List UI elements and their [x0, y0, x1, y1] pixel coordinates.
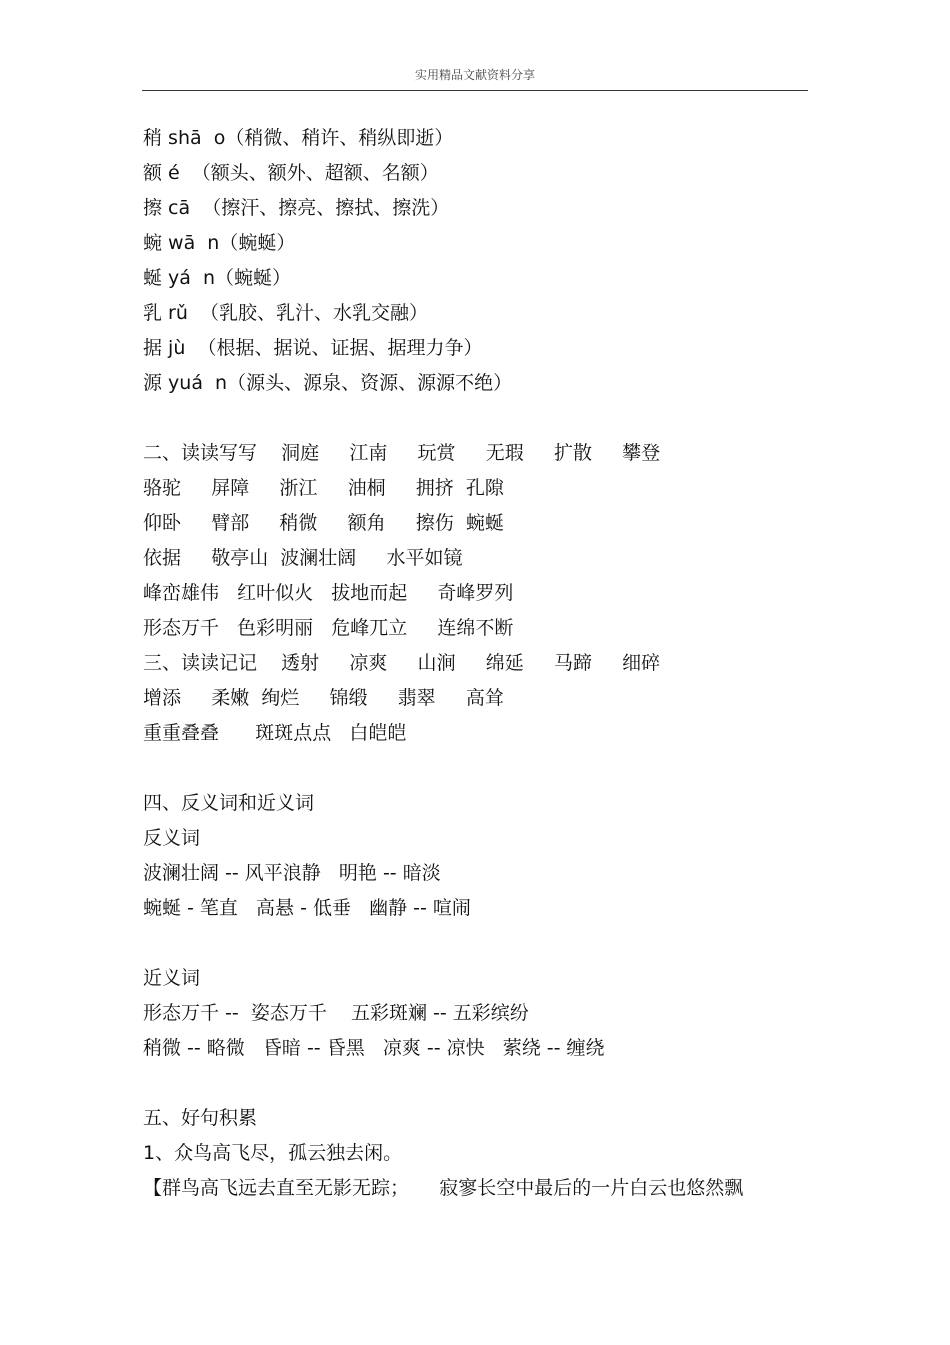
text-line: 形态万千 色彩明丽 危峰兀立 连绵不断 [143, 617, 514, 639]
text-line: 稍 shā o（稍微、稍许、稍纵即逝） [143, 127, 454, 149]
text-line: 波澜壮阔 -- 风平浪静 明艳 -- 暗淡 [143, 862, 441, 884]
page-header: 实用精品文献资料分享 [414, 68, 535, 82]
header-rule [142, 90, 808, 91]
subheading: 反义词 [143, 827, 201, 849]
text-line: 据 jù （根据、据说、证据、据理力争） [143, 337, 483, 359]
text-line: 擦 cā （擦汗、擦亮、擦拭、擦洗） [143, 197, 450, 219]
text-line: 蜿蜒 - 笔直 高悬 - 低垂 幽静 -- 喧闹 [143, 897, 471, 919]
text-line: 乳 rǔ （乳胶、乳汁、水乳交融） [143, 302, 428, 324]
text-line: 稍微 -- 略微 昏暗 -- 昏黑 凉爽 -- 凉快 萦绕 -- 缠绕 [143, 1037, 605, 1059]
blank-line [143, 1066, 823, 1101]
blank-line [143, 401, 823, 436]
text-line: 依据 敬亭山 波澜壮阔 水平如镜 [143, 547, 463, 569]
subheading: 近义词 [143, 967, 201, 989]
text-line: 1、众鸟高飞尽，孤云独去闲。 [143, 1142, 403, 1164]
text-line: 增添 柔嫩 绚烂 锦缎 翡翠 高耸 [143, 687, 504, 709]
document-body [143, 121, 823, 1206]
text-line: 峰峦雄伟 红叶似火 拔地而起 奇峰罗列 [143, 582, 514, 604]
text-line: 额 é （额头、额外、超额、名额） [143, 162, 439, 184]
text-line: 重重叠叠 斑斑点点 白皑皑 [143, 722, 407, 744]
text-line: 蜒 yá n（蜿蜒） [143, 267, 292, 289]
section-heading: 三、读读记记 透射 凉爽 山涧 绵延 马蹄 细碎 [143, 652, 661, 674]
blank-line [143, 751, 823, 786]
blank-line [143, 926, 823, 961]
text-line: 蜿 wā n（蜿蜒） [143, 232, 296, 254]
text-line: 仰卧 臂部 稍微 额角 擦伤 蜿蜒 [143, 512, 504, 534]
text-line: 源 yuá n（源头、源泉、资源、源源不绝） [143, 372, 513, 394]
section-heading: 四、反义词和近义词 [143, 792, 315, 814]
text-line: 形态万千 -- 姿态万千 五彩斑斓 -- 五彩缤纷 [143, 1002, 529, 1024]
section-heading: 五、好句积累 [143, 1107, 258, 1129]
section-heading: 二、读读写写 洞庭 江南 玩赏 无瑕 扩散 攀登 [143, 442, 661, 464]
text-line: 【群鸟高飞远去直至无影无踪； 寂寥长空中最后的一片白云也悠然飘 [143, 1177, 744, 1199]
text-line: 骆驼 屏障 浙江 油桐 拥挤 孔隙 [143, 477, 504, 499]
